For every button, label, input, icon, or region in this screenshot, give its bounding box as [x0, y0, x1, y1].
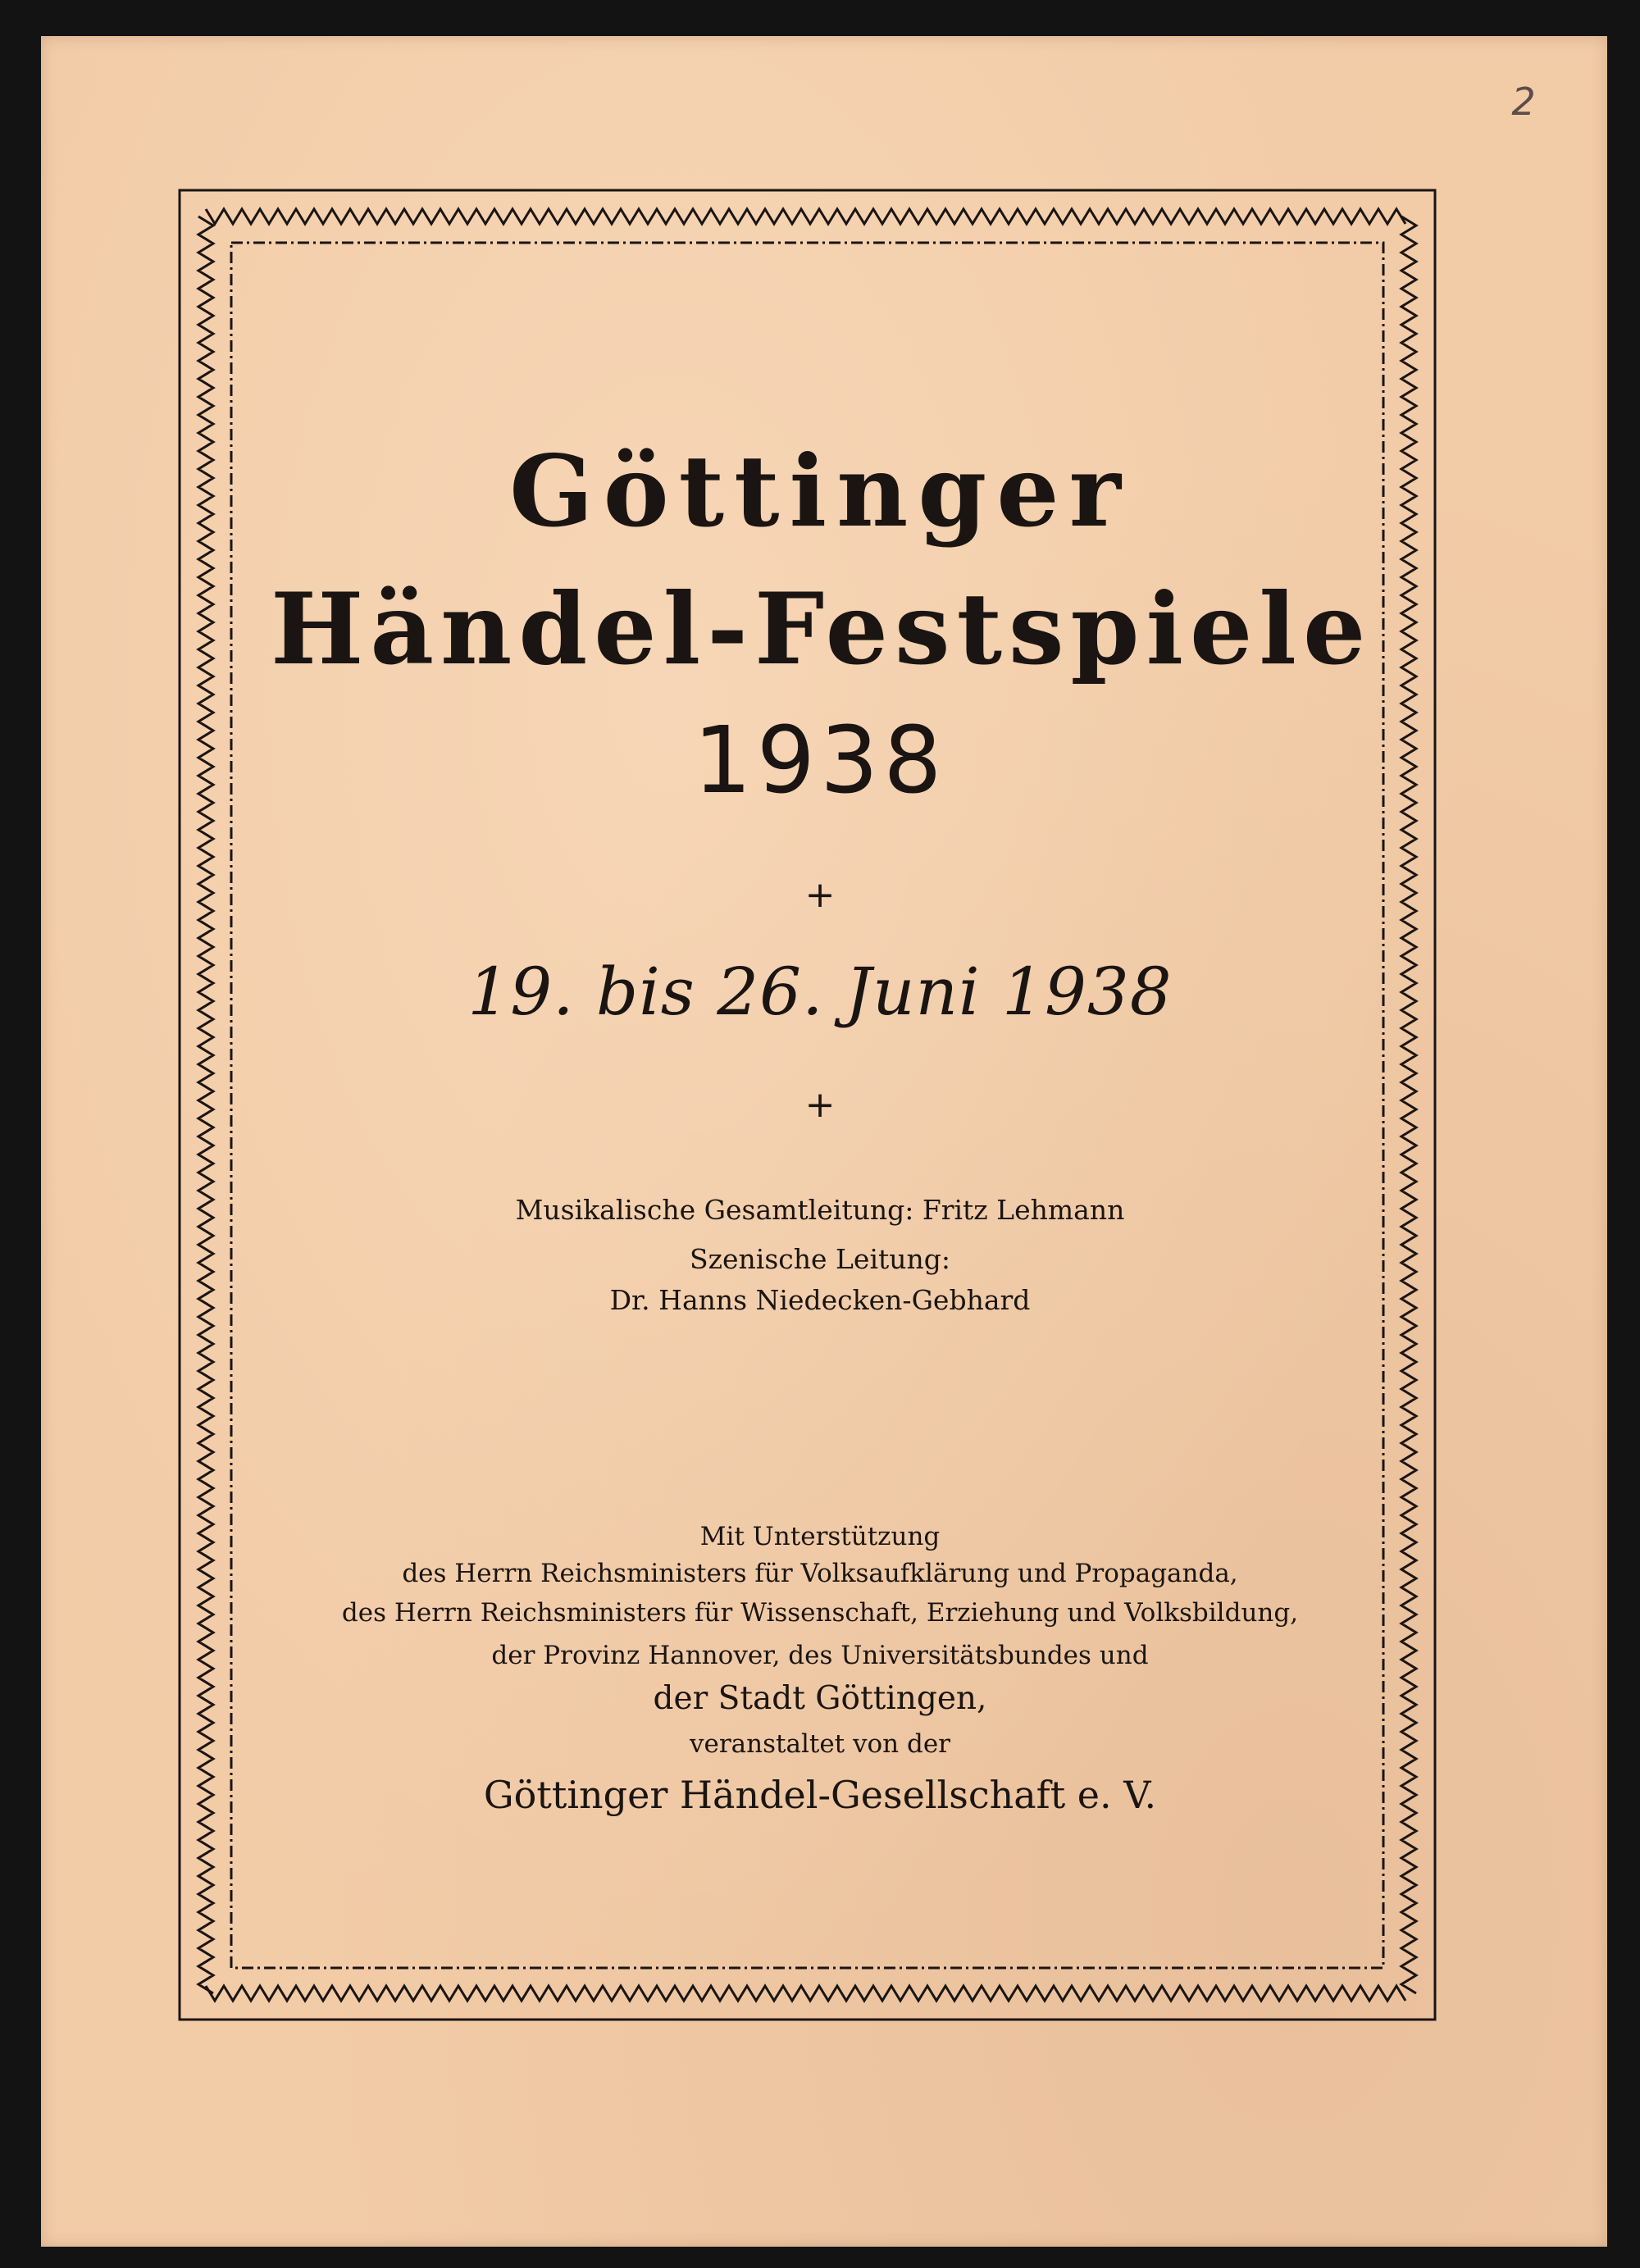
musical-direction: Musikalische Gesamtleitung: Fritz Lehmann — [515, 1194, 1125, 1226]
title-line-2: Händel-Festspiele — [271, 572, 1373, 687]
support-line-science-ministry: des Herrn Reichsministers für Wissenschaft, Erziehung und Volksbildung, — [341, 1598, 1299, 1628]
support-line-province: der Provinz Hannover, des Universitätsbundes und — [491, 1641, 1149, 1670]
separator-plus-1: + — [804, 874, 836, 916]
page-number: 2 — [1511, 80, 1536, 124]
separator-plus-2: + — [804, 1084, 836, 1126]
support-intro: Mit Unterstützung — [699, 1522, 941, 1551]
document-page — [41, 36, 1607, 2247]
festival-dates: 19. bis 26. Juni 1938 — [467, 954, 1173, 1030]
support-line-city: der Stadt Göttingen, — [653, 1680, 987, 1717]
organizer-name: Göttinger Händel-Gesellschaft e. V. — [483, 1773, 1157, 1817]
title-year: 1938 — [693, 708, 947, 814]
organizer-intro: veranstaltet von der — [689, 1729, 950, 1759]
scenic-direction-label: Szenische Leitung: — [689, 1243, 951, 1275]
title-line-1: Göttinger — [509, 434, 1131, 549]
scenic-director-name: Dr. Hanns Niedecken-Gebhard — [609, 1284, 1031, 1316]
support-line-propaganda-ministry: des Herrn Reichsministers für Volksaufklärung und Propaganda, — [402, 1559, 1238, 1588]
